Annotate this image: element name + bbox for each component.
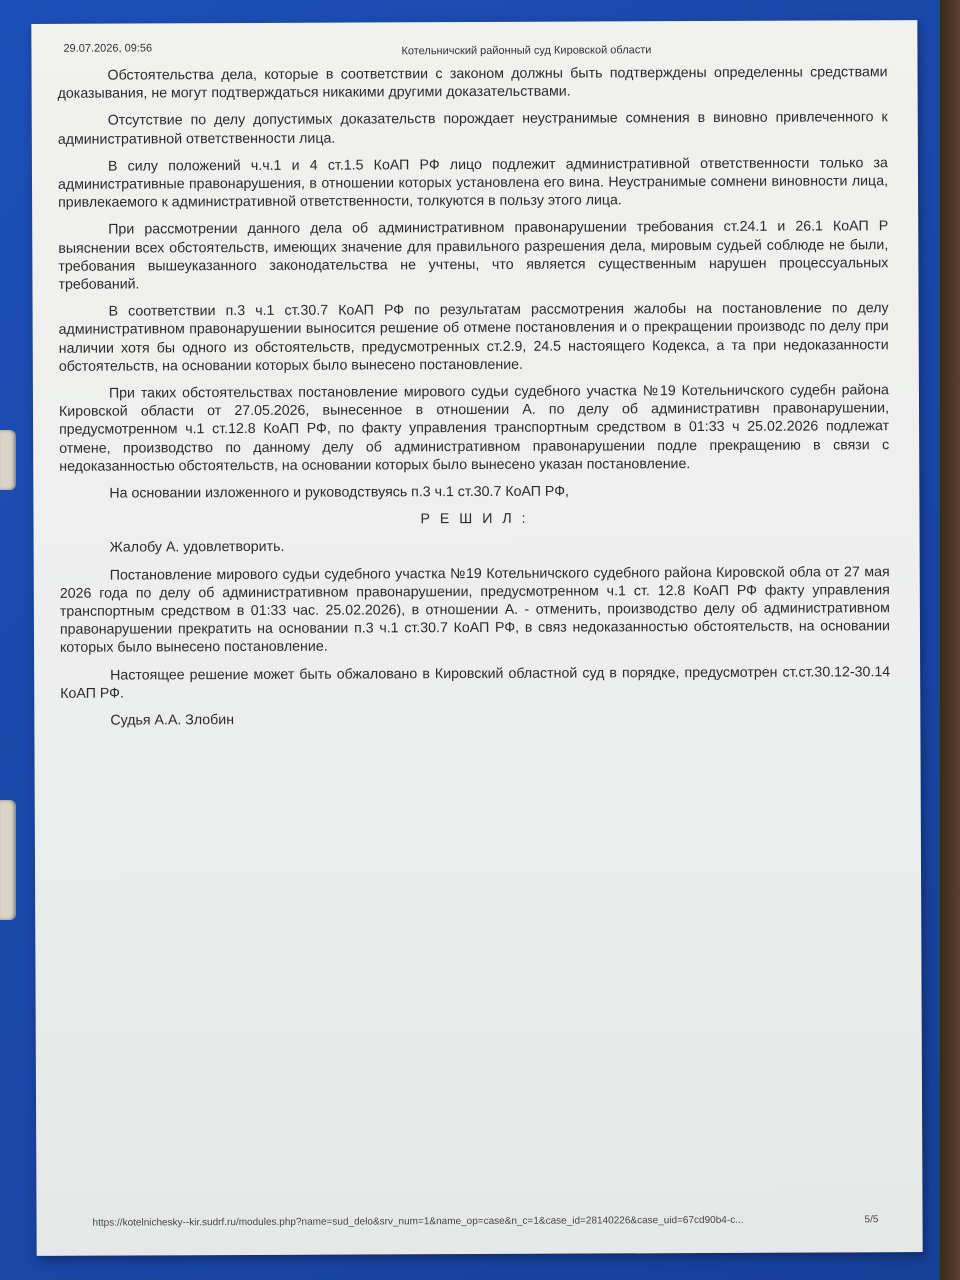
table-surface: [940, 0, 960, 1280]
folder-clip-bottom: [0, 800, 16, 920]
paragraph-2: Отсутствие по делу допустимых доказательств порождает неустранимые сомнения в виновно привлеченного к административной ответственности лица.: [57, 109, 888, 148]
document-page: [31, 20, 922, 1256]
paragraph-6: При таких обстоятельствах постановление мирового судьи судебного участка №19 Котельничского судебн района Кировской области от 27.05.2026, вынесенное в отношении А. по делу об административн правонарушении, предусмотренном ч.1 ст.12.8 КоАП РФ, по факту управления транспортным средством в 01:33 ч 25.02.2026 подлежат отмене, производство по данному делу об административном правонарушении подле прекращению в связи с недоказанностью обстоятельств, на основании которых было вынесено указан постановление.: [58, 382, 890, 475]
paragraph-8: Жалобу А. удовлетворить.: [109, 539, 285, 557]
decision-heading: Р Е Ш И Л :: [420, 511, 529, 528]
paragraph-9: Постановление мирового судьи судебного участка №19 Котельничского судебного района Кировской обла от 27 мая 2026 года по делу об административном правонарушении, предусмотренном ч.1 ст. 12.8 КоАП РФ факту управления транспортным средством в 01:33 час. 25.02.2026), в отношении А. - отменить, производство делу об административном правонарушении прекратить на основании п.3 ч.1 ст.30.7 КоАП РФ, в связ недоказанностью обстоятельств, на основании которых было вынесено постановление.: [59, 563, 890, 657]
folder-clip-top: [0, 430, 16, 490]
paragraph-1: Обстоятельства дела, которые в соответствии с законом должны быть подтверждены определенны средствами доказывания, не могут подтверждаться никакими другими доказательствами.: [57, 64, 888, 103]
paragraph-7: На основании изложенного и руководствуясь п.3 ч.1 ст.30.7 КоАП РФ,: [109, 483, 569, 502]
print-datetime: 29.07.2026, 09:56: [63, 42, 153, 55]
page-number: 5/5: [864, 1214, 879, 1226]
paragraph-4: При рассмотрении данного дела об административном правонарушении требования ст.24.1 и 26.1 КоАП Р выяснении всех обстоятельств, имеющих значение для правильного разрешения дела, мировым судьей соблюде не были, требования вышеуказанного законодательства не учтены, что является существенным нарушен процессуальных требований.: [58, 218, 889, 293]
court-name-header: Котельничский районный суд Кировской области: [401, 44, 652, 58]
document-body: [58, 63, 891, 739]
paragraph-10: Настоящее решение может быть обжаловано в Кировский областной суд в порядке, предусмотрен ст.ст.30.12-30.14 КоАП РФ.: [60, 663, 891, 702]
footer-url: https://kotelnichesky--kir.sudrf.ru/modules.php?name=sud_delo&srv_num=1&name_op=case&n_c=1&case_id=28140226&case_uid=67cd90b4-c...: [92, 1214, 744, 1229]
paragraph-3: В силу положений ч.ч.1 и 4 ст.1.5 КоАП РФ лицо подлежит административной ответственности только за административные правонарушения, в отношении которых установлена его вина. Неустранимые сомнени виновности лица, привлекаемого к административной ответственности, толкуются в пользу этого лица.: [57, 155, 889, 212]
paragraph-5: В соответствии п.3 ч.1 ст.30.7 КоАП РФ по результатам рассмотрения жалобы на постановление по делу административном правонарушении выносится решение об отмене постановления и о прекращении производс по делу при наличии хотя бы одного из обстоятельств, предусмотренных ст.2.9, 24.5 настоящего Кодекса, а та при недоказанности обстоятельств, на основании которых было вынесено постановление.: [58, 300, 889, 375]
judge-signature: Судья А.А. Злобин: [110, 712, 235, 729]
